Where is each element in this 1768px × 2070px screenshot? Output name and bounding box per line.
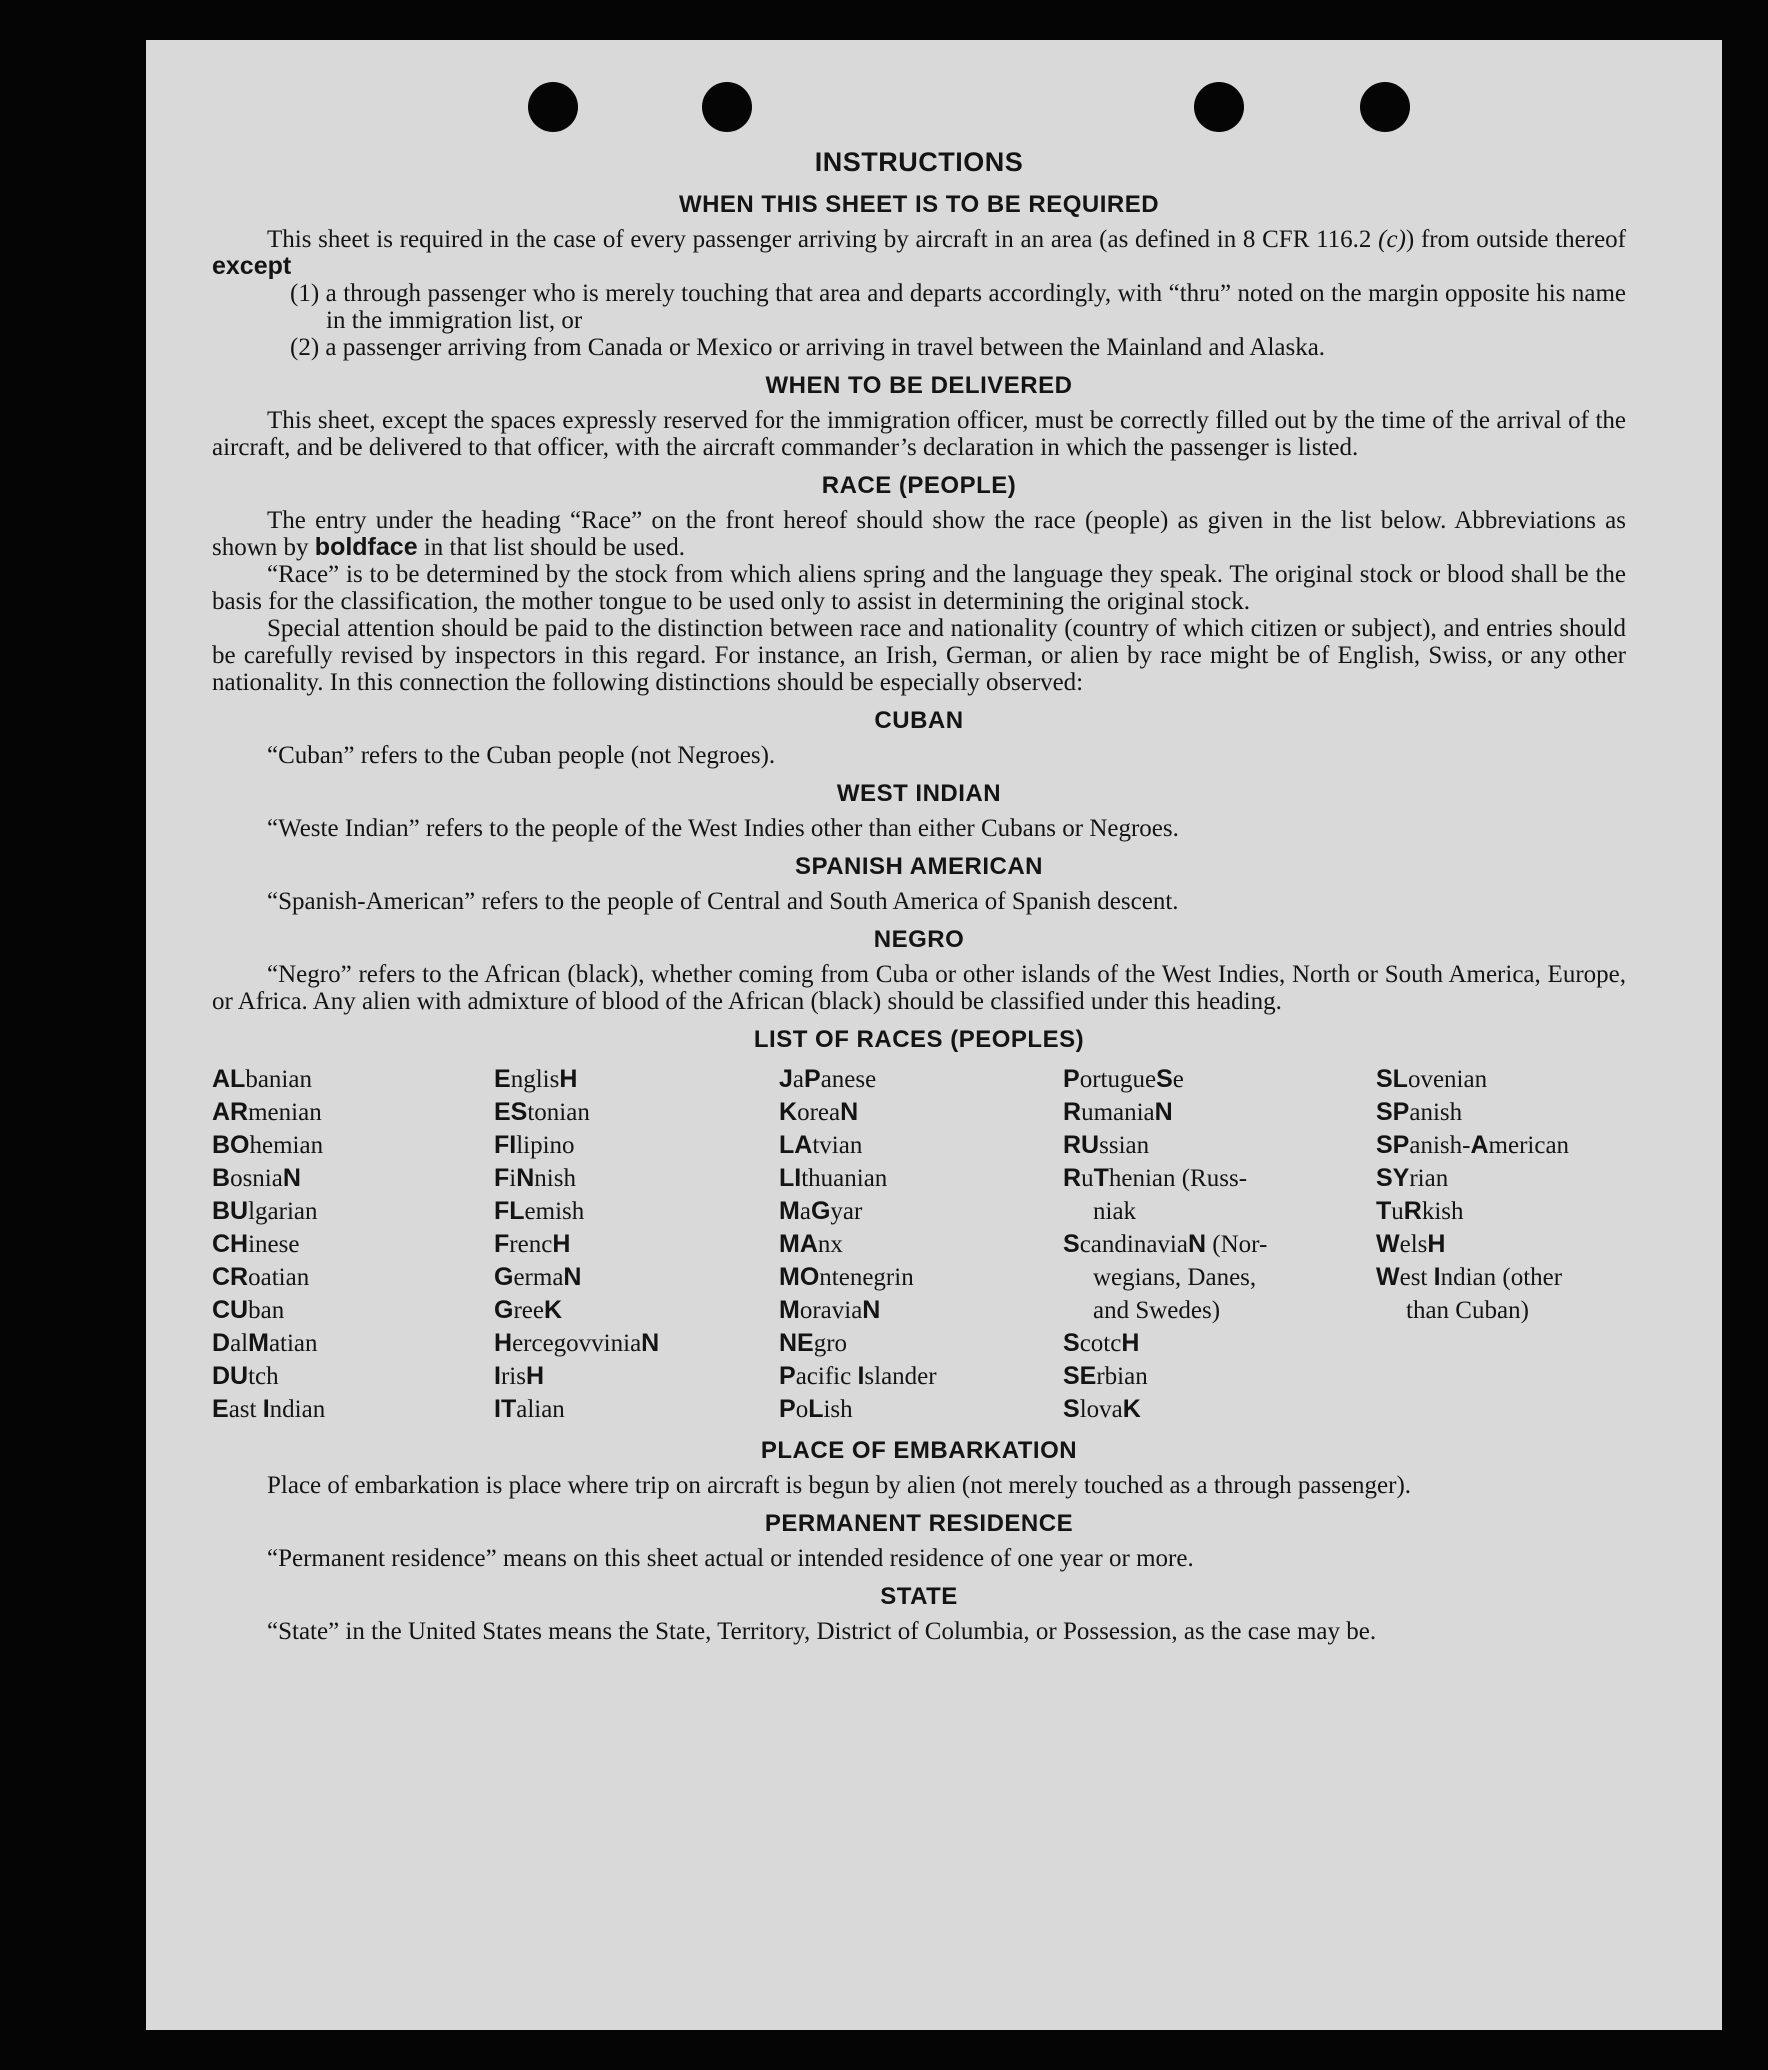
race-entry: DalMatian <box>212 1329 318 1357</box>
state-paragraph: “State” in the United States means the State, Territory, District of Columbia, or Possession, as the case may be. <box>267 1618 1377 1645</box>
race-entry: East Indian <box>212 1395 326 1423</box>
race-entry: SPanish <box>1376 1098 1463 1126</box>
race-entry: and Swedes) <box>1093 1297 1221 1324</box>
race-entry: CHinese <box>212 1230 300 1258</box>
race-entry: ITalian <box>494 1395 565 1423</box>
race-entry: LAtvian <box>779 1131 863 1159</box>
race-entry: Pacific Islander <box>779 1362 937 1390</box>
punch-hole <box>702 82 752 132</box>
race-paragraph-2: “Race” is to be determined by the stock from which aliens spring and the language they speak. The original stock or blood shall be the basis for the classification, the mother tongue to be used only to assist in determining the original stock. <box>212 561 1626 615</box>
race-entry: EnglisH <box>494 1065 578 1093</box>
page-title: INSTRUCTIONS <box>814 147 1024 177</box>
required-item-1: (1) a through passenger who is merely touching that area and departs accordingly, with “thru” noted on the margin opposite his name in the immigration list, or <box>290 280 1626 334</box>
race-entry: ARmenian <box>212 1098 322 1126</box>
instructions-body <box>212 144 1626 1645</box>
section-heading-race: RACE (PEOPLE) <box>821 472 1017 499</box>
race-entry: WelsH <box>1376 1230 1446 1258</box>
race-entry: EStonian <box>494 1098 590 1126</box>
punch-hole <box>1360 82 1410 132</box>
section-heading-state: STATE <box>880 1583 958 1610</box>
race-entry: SPanish-American <box>1376 1131 1570 1159</box>
race-entry: than Cuban) <box>1406 1297 1529 1324</box>
race-entry: BOhemian <box>212 1131 324 1159</box>
race-entry: ScotcH <box>1063 1329 1140 1357</box>
section-heading-list-of-races: LIST OF RACES (PEOPLES) <box>753 1026 1085 1053</box>
race-entry: PortugueSe <box>1063 1065 1184 1093</box>
embarkation-paragraph: Place of embarkation is place where trip on aircraft is begun by alien (not merely touched as a through passenger). <box>267 1472 1412 1499</box>
race-entry: SYrian <box>1376 1164 1449 1192</box>
required-item-2: (2) a passenger arriving from Canada or Mexico or arriving in travel between the Mainland and Alaska. <box>290 334 1326 361</box>
punch-hole <box>1194 82 1244 132</box>
race-entry: BUlgarian <box>212 1197 318 1225</box>
section-heading-cuban: CUBAN <box>874 707 964 734</box>
races-column <box>1063 1063 1376 1426</box>
section-heading-embarkation: PLACE OF EMBARKATION <box>760 1437 1078 1464</box>
section-heading-negro: NEGRO <box>873 926 965 953</box>
races-column <box>212 1063 494 1426</box>
race-entry: FIlipino <box>494 1131 575 1159</box>
race-entry: SErbian <box>1063 1362 1148 1390</box>
cuban-paragraph: “Cuban” refers to the Cuban people (not Negroes). <box>267 742 776 769</box>
race-entry: MOntenegrin <box>779 1263 914 1291</box>
race-entry: RuThenian (Russ- <box>1063 1164 1248 1192</box>
race-paragraph-3: Special attention should be paid to the distinction between race and nationality (country of which citizen or subject), and entries should be carefully revised by inspectors in this regard. For instance, an Irish, German, or alien by race might be of English, Swiss, or any other nationality. In this connection the following distinctions should be especially observed: <box>212 615 1626 696</box>
race-entry: KoreaN <box>779 1098 859 1126</box>
race-entry: CUban <box>212 1296 285 1324</box>
race-entry: MaGyar <box>779 1197 863 1225</box>
race-entry: LIthuanian <box>779 1164 888 1192</box>
negro-paragraph: “Negro” refers to the African (black), whether coming from Cuba or other islands of the West Indies, North or South America, Europe, or Africa. Any alien with admixture of blood of the African (black) should be classified under this heading. <box>212 961 1626 1015</box>
race-entry: MoraviaN <box>779 1296 881 1324</box>
race-entry: JaPanese <box>779 1065 877 1093</box>
section-heading-residence: PERMANENT RESIDENCE <box>764 1510 1074 1537</box>
race-entry: wegians, Danes, <box>1093 1264 1257 1291</box>
race-entry: MAnx <box>779 1230 843 1258</box>
races-column <box>779 1063 1063 1426</box>
race-entry: FrencH <box>494 1230 571 1258</box>
spanish-american-paragraph: “Spanish-American” refers to the people of Central and South America of Spanish descent. <box>267 888 1179 915</box>
section-heading-west-indian: WEST INDIAN <box>836 780 1002 807</box>
races-column <box>1376 1063 1626 1426</box>
races-column <box>494 1063 779 1426</box>
race-entry: ALbanian <box>212 1065 312 1093</box>
race-entry: CRoatian <box>212 1263 310 1291</box>
punch-hole <box>528 82 578 132</box>
race-entry: ScandinaviaN (Nor- <box>1063 1230 1268 1258</box>
race-entry: TuRkish <box>1376 1197 1464 1225</box>
race-entry: West Indian (other <box>1376 1263 1563 1291</box>
document-page <box>146 40 1722 2030</box>
race-entry: GreeK <box>494 1296 563 1324</box>
race-entry: SLovenian <box>1376 1065 1488 1093</box>
race-entry: IrisH <box>494 1362 545 1390</box>
race-entry: FiNnish <box>494 1164 576 1192</box>
race-entry: SlovaK <box>1063 1395 1141 1423</box>
race-paragraph-1: The entry under the heading “Race” on the front hereof should show the race (people) as given in the list below. Abbreviations as shown by boldface in that list should be used. <box>212 507 1626 561</box>
race-entry: PoLish <box>779 1395 853 1423</box>
west-indian-paragraph: “Weste Indian” refers to the people of the West Indies other than either Cubans or Negroes. <box>267 815 1179 842</box>
delivered-paragraph: This sheet, except the spaces expressly reserved for the immigration officer, must be correctly filled out by the time of the arrival of the aircraft, and be delivered to that officer, with the aircraft commander’s declaration in which the passenger is listed. <box>212 407 1626 461</box>
race-entry: FLemish <box>494 1197 585 1225</box>
race-entry: niak <box>1093 1198 1137 1225</box>
race-entry: RUssian <box>1063 1131 1150 1159</box>
race-entry: GermaN <box>494 1263 582 1291</box>
residence-paragraph: “Permanent residence” means on this sheet actual or intended residence of one year or more. <box>267 1545 1194 1572</box>
races-list <box>212 1063 1626 1426</box>
race-entry: RumaniaN <box>1063 1098 1173 1126</box>
race-entry: NEgro <box>779 1329 848 1357</box>
race-entry: DUtch <box>212 1362 279 1390</box>
section-heading-required: WHEN THIS SHEET IS TO BE REQUIRED <box>678 191 1160 218</box>
section-heading-delivered: WHEN TO BE DELIVERED <box>765 372 1073 399</box>
section-heading-spanish-american: SPANISH AMERICAN <box>794 853 1043 880</box>
race-entry: BosniaN <box>212 1164 301 1192</box>
race-entry: HercegovviniaN <box>494 1329 660 1357</box>
required-paragraph: This sheet is required in the case of every passenger arriving by aircraft in an area (as defined in 8 CFR 116.2 (c)) from outside thereof except <box>212 226 1627 280</box>
